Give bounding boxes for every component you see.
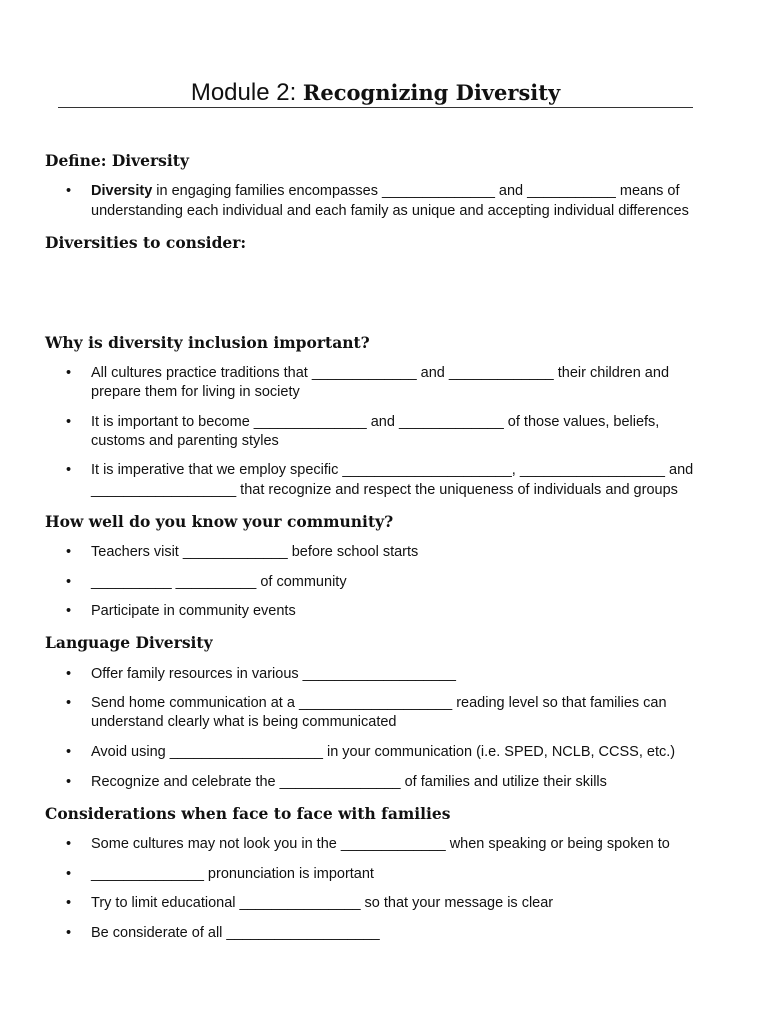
worksheet-page: Module 2: Recognizing Diversity Define: Diversity • Diversity in engaging families encompasses ______________ and ___________ means of understanding each individual and each family as unique and accepting individual differences Diversities to consider: Why is diversity inclusion important? • All cultures practice traditions that _____________ and _____________ their children and prepare them for living in society • It is important to become ______________ and _____________ of those values, beliefs, customs and parenting styles • It is imperative that we employ specific _____________________, __________________ and __________________ that recognize and respect the uniqueness of individuals and groups How well do you know your community? • Teachers visit _____________ before school starts • __________ __________ of community • Participate in community events Language Diversity • Offer family resources in various ___________________ • Send home communication at a ___________________ reading level so that families can understand clearly what is being communicated • Avoid using ___________________ in your communication (i.e. SPED, NCLB, CCSS, etc.) • Recognize and celebrate the _______________ of families and utilize their skills Considerations when face to face with families • Some cultures may not look you in the _____________ when speaking or being spoken to • ______________ pronunciation is important • Try to limit educational _______________ so that your message is clear • Be considerate of all ___________________	[0, 0, 770, 1024]
bullet-icon: •	[66, 695, 72, 711]
bullet-icon: •	[66, 603, 72, 619]
bullet-icon: •	[66, 544, 72, 560]
heading-diversities: Diversities to consider:	[45, 233, 247, 252]
bullet-icon: •	[66, 925, 72, 941]
bullet-icon: •	[66, 666, 72, 682]
bullet-icon: •	[66, 774, 72, 790]
page-title	[58, 76, 693, 110]
title-prefix: Module 2:	[190, 79, 297, 106]
title-emphasis: Recognizing Diversity	[302, 80, 561, 105]
heading-why: Why is diversity inclusion important?	[45, 333, 370, 352]
heading-face-to-face: Considerations when face to face with families	[45, 804, 451, 823]
title-underline	[58, 107, 693, 108]
bullet-icon: •	[66, 365, 72, 381]
bullet-icon: •	[66, 895, 72, 911]
bullet-icon: •	[66, 744, 72, 760]
bullet-icon: •	[66, 462, 72, 478]
heading-define: Define: Diversity	[45, 151, 189, 170]
bullet-icon: •	[66, 866, 72, 882]
heading-community: How well do you know your community?	[45, 512, 394, 531]
bullet-icon: •	[66, 574, 72, 590]
heading-language: Language Diversity	[45, 633, 213, 652]
bullet-icon: •	[66, 414, 72, 430]
term-bold: Diversity	[91, 183, 153, 199]
bullet-icon: •	[66, 836, 72, 852]
bullet-icon: •	[66, 183, 72, 199]
